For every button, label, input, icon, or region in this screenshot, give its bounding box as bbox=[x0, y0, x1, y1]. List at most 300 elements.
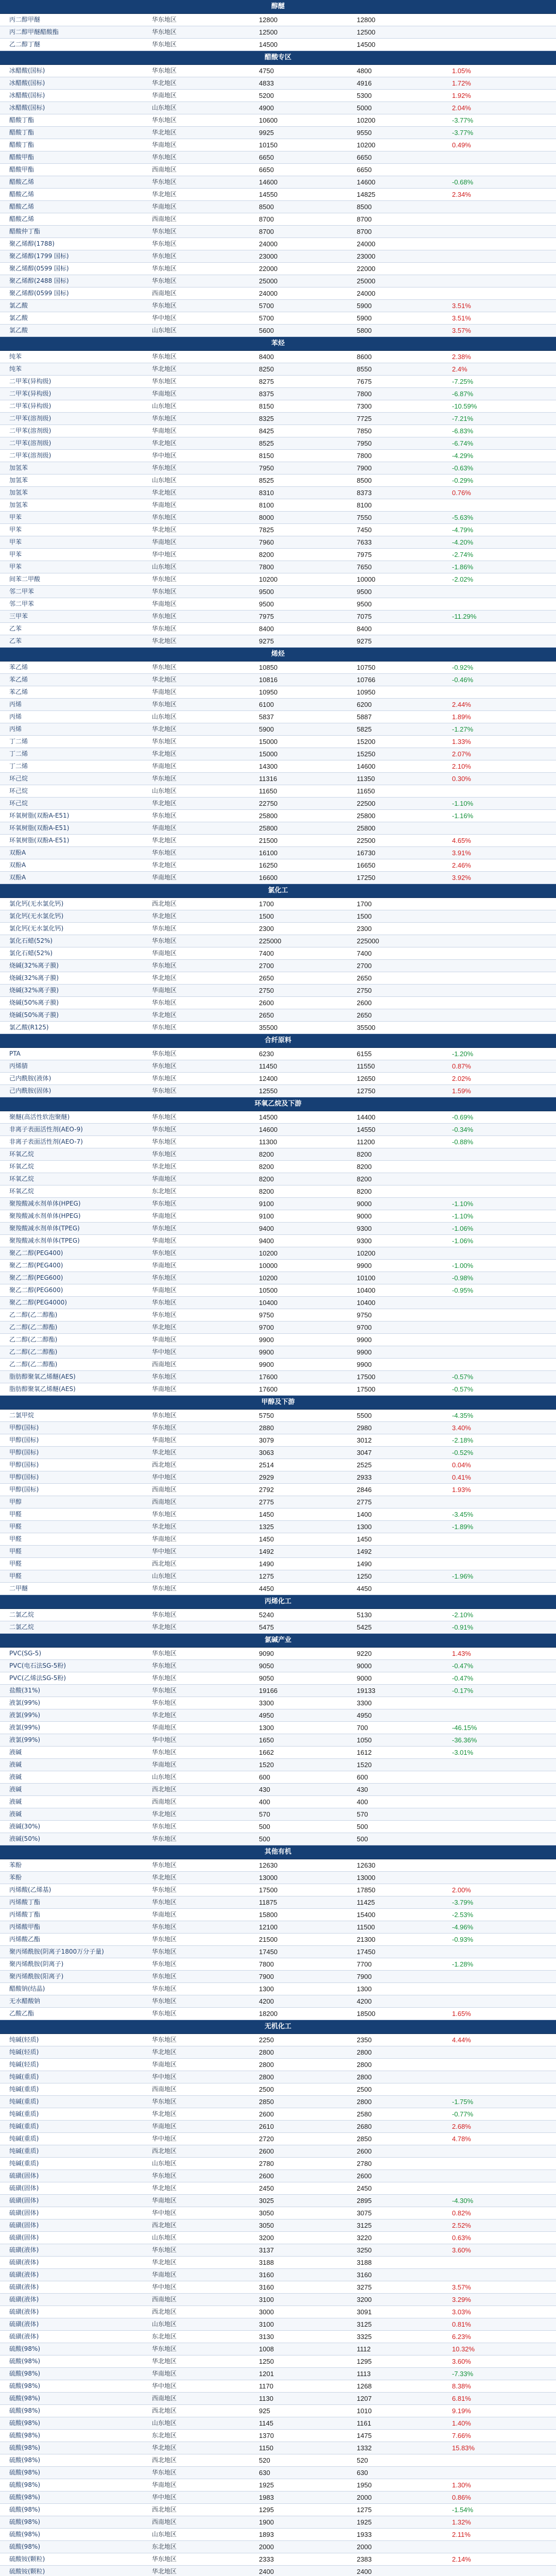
cell-chg bbox=[448, 26, 556, 38]
cell-chg bbox=[448, 1796, 556, 1808]
cell-v2: 10950 bbox=[357, 688, 376, 696]
table-row bbox=[0, 1048, 556, 1060]
cell-v2: 12650 bbox=[357, 1075, 376, 1082]
cell-chg bbox=[448, 623, 556, 635]
cell-region: 西南地区 bbox=[152, 2296, 177, 2303]
table-row bbox=[0, 2368, 556, 2380]
cell-chg: -1.75% bbox=[452, 2098, 474, 2106]
cell-v1: 2600 bbox=[259, 2172, 274, 2180]
cell-region: 华东地区 bbox=[152, 277, 177, 284]
cell-v1: 8200 bbox=[259, 1175, 274, 1183]
cell-v2: 6650 bbox=[357, 154, 372, 161]
cell-name: 纯碱(重质) bbox=[9, 2110, 39, 2117]
table-row bbox=[0, 1085, 556, 1097]
cell-chg bbox=[448, 960, 556, 972]
cell-v2: 1492 bbox=[357, 1548, 372, 1555]
table-row bbox=[0, 2244, 556, 2257]
cell-v1: 8400 bbox=[259, 625, 274, 633]
cell-v2: 1933 bbox=[357, 2531, 372, 2538]
cell-chg bbox=[448, 1297, 556, 1309]
cell-v2: 2980 bbox=[357, 1424, 372, 1432]
cell-v1: 16600 bbox=[259, 874, 278, 882]
cell-name: 硫酸(98%) bbox=[9, 2506, 41, 2513]
cell-v1: 12800 bbox=[259, 16, 278, 24]
cell-chg bbox=[448, 2566, 556, 2576]
cell-chg bbox=[448, 1859, 556, 1871]
cell-v1: 2780 bbox=[259, 2160, 274, 2167]
cell-v2: 14600 bbox=[357, 762, 376, 770]
cell-v2: 9550 bbox=[357, 129, 372, 137]
cell-name: 甲醇(国标) bbox=[9, 1449, 39, 1456]
cell-region: 华中地区 bbox=[152, 1348, 177, 1355]
cell-chg: 3.51% bbox=[452, 314, 471, 322]
table-row bbox=[0, 2083, 556, 2096]
cell-name: 丙烯腈 bbox=[9, 1062, 28, 1070]
cell-v2: 2383 bbox=[357, 2555, 372, 2563]
cell-v2: 14400 bbox=[357, 1113, 376, 1121]
cell-v1: 10500 bbox=[259, 1286, 278, 1294]
table-row bbox=[0, 2182, 556, 2195]
table-row bbox=[0, 1111, 556, 1124]
cell-v1: 8425 bbox=[259, 427, 274, 435]
cell-region: 华北地区 bbox=[152, 1449, 177, 1456]
cell-name: 液碱 bbox=[9, 1761, 22, 1768]
cell-v2: 2750 bbox=[357, 987, 372, 994]
cell-v2: 21300 bbox=[357, 1936, 376, 1943]
table-row bbox=[0, 1272, 556, 1284]
cell-v1: 925 bbox=[259, 2407, 270, 2415]
cell-name: 聚乙二醇(PEG4000) bbox=[9, 1299, 67, 1306]
cell-name: 纯碱(重质) bbox=[9, 2123, 39, 2130]
cell-region: 华东地区 bbox=[152, 240, 177, 247]
table-row bbox=[0, 201, 556, 213]
cell-v1: 11450 bbox=[259, 1062, 277, 1070]
cell-region: 华中地区 bbox=[152, 314, 177, 321]
table-row bbox=[0, 1621, 556, 1634]
cell-chg bbox=[448, 2059, 556, 2071]
cell-chg: -1.20% bbox=[452, 1050, 474, 1058]
cell-name: 丙烯酸乙酯 bbox=[9, 1936, 41, 1943]
cell-v2: 22000 bbox=[357, 265, 376, 273]
cell-chg: 1.89% bbox=[452, 713, 471, 721]
cell-chg bbox=[448, 250, 556, 262]
cell-region: 华北地区 bbox=[152, 526, 177, 533]
table-row bbox=[0, 835, 556, 847]
cell-v1: 3200 bbox=[259, 2234, 274, 2242]
table-row bbox=[0, 1533, 556, 1546]
cell-name: 聚乙二醇(PEG400) bbox=[9, 1249, 63, 1257]
table-row bbox=[0, 65, 556, 77]
cell-v1: 11650 bbox=[259, 787, 277, 795]
table-row bbox=[0, 524, 556, 536]
cell-chg: 2.38% bbox=[452, 353, 471, 361]
cell-region: 华东地区 bbox=[152, 178, 177, 185]
cell-region: 华南地区 bbox=[152, 203, 177, 210]
cell-chg bbox=[448, 1247, 556, 1259]
cell-region: 华北地区 bbox=[152, 365, 177, 372]
cell-v1: 13000 bbox=[259, 1874, 278, 1882]
cell-name: 丁二烯 bbox=[9, 750, 28, 757]
cell-chg bbox=[448, 1546, 556, 1557]
cell-chg bbox=[448, 1808, 556, 1820]
table-row bbox=[0, 1371, 556, 1383]
section-header: 苯烃 bbox=[0, 337, 556, 351]
table-row bbox=[0, 2158, 556, 2170]
cell-name: 聚乙二醇(PEG600) bbox=[9, 1274, 63, 1281]
cell-name: 非离子表面活性剂(AEO-7) bbox=[9, 1138, 83, 1145]
cell-v2: 2800 bbox=[357, 2061, 372, 2069]
cell-name: 醋酸丁酯 bbox=[9, 129, 34, 136]
cell-region: 华东地区 bbox=[152, 1823, 177, 1830]
cell-v1: 9925 bbox=[259, 129, 274, 137]
cell-v1: 3100 bbox=[259, 2296, 274, 2303]
cell-region: 华东地区 bbox=[152, 1050, 177, 1057]
table-row bbox=[0, 859, 556, 872]
table-row bbox=[0, 474, 556, 487]
cell-chg: 1.72% bbox=[452, 79, 471, 87]
cell-name: 丙烯 bbox=[9, 713, 22, 720]
cell-region: 华北地区 bbox=[152, 2358, 177, 2365]
section-header: 甲醇及下游 bbox=[0, 1396, 556, 1410]
cell-v2: 7800 bbox=[357, 390, 372, 398]
cell-chg: 0.86% bbox=[452, 2494, 471, 2501]
cell-v2: 2650 bbox=[357, 1011, 372, 1019]
cell-name: 环氧乙烷 bbox=[9, 1163, 34, 1170]
cell-v1: 10200 bbox=[259, 1249, 278, 1257]
cell-region: 华南地区 bbox=[152, 538, 177, 546]
cell-v1: 500 bbox=[259, 1823, 270, 1831]
cell-v1: 7975 bbox=[259, 613, 274, 620]
cell-v1: 570 bbox=[259, 1810, 270, 1818]
cell-chg bbox=[448, 213, 556, 225]
table-row bbox=[0, 114, 556, 127]
cell-v2: 600 bbox=[357, 1773, 368, 1781]
cell-v2: 225000 bbox=[357, 937, 379, 945]
cell-v1: 1450 bbox=[259, 1511, 274, 1518]
cell-v2: 1295 bbox=[357, 2358, 372, 2365]
cell-name: 二氯乙烷 bbox=[9, 1611, 34, 1618]
cell-name: 硫酸(98%) bbox=[9, 2543, 41, 2550]
table-row bbox=[0, 947, 556, 960]
cell-v1: 1201 bbox=[259, 2370, 274, 2378]
table-row bbox=[0, 1247, 556, 1260]
cell-chg: 3.03% bbox=[452, 2308, 471, 2316]
table-row bbox=[0, 2232, 556, 2244]
cell-name: 聚乙烯醇(2488 国标) bbox=[9, 277, 69, 284]
cell-v2: 5887 bbox=[357, 713, 372, 721]
cell-chg: -2.74% bbox=[452, 551, 474, 558]
cell-v1: 10000 bbox=[259, 1262, 278, 1269]
cell-region: 华东地区 bbox=[152, 302, 177, 309]
cell-region: 华东地区 bbox=[152, 265, 177, 272]
cell-chg: -0.68% bbox=[452, 178, 474, 186]
cell-region: 西南地区 bbox=[152, 166, 177, 173]
cell-v2: 5000 bbox=[357, 104, 372, 112]
cell-region: 华南地区 bbox=[152, 2481, 177, 2488]
table-row bbox=[0, 1609, 556, 1621]
cell-v2: 10766 bbox=[357, 676, 376, 684]
cell-name: 脂肪醇聚氧乙烯醚(AES) bbox=[9, 1373, 76, 1380]
cell-name: 二甲苯(异构级) bbox=[9, 390, 51, 397]
cell-v1: 2600 bbox=[259, 999, 274, 1007]
cell-chg bbox=[448, 1185, 556, 1197]
table-row bbox=[0, 437, 556, 450]
cell-region: 华东地区 bbox=[152, 625, 177, 632]
section-header: 烯烃 bbox=[0, 648, 556, 662]
cell-name: 脂肪醇聚氧乙烯醚(AES) bbox=[9, 1385, 76, 1393]
cell-v1: 2514 bbox=[259, 1461, 274, 1469]
cell-region: 华东地区 bbox=[152, 1075, 177, 1082]
cell-name: 液碱 bbox=[9, 1798, 22, 1805]
table-row bbox=[0, 985, 556, 997]
cell-v2: 400 bbox=[357, 1798, 368, 1806]
table-row bbox=[0, 2492, 556, 2504]
cell-chg bbox=[448, 1983, 556, 1995]
cell-v2: 9500 bbox=[357, 600, 372, 608]
cell-chg: 0.87% bbox=[452, 1062, 471, 1070]
cell-v1: 6650 bbox=[259, 166, 274, 174]
cell-chg bbox=[448, 287, 556, 299]
cell-name: 丙二醇甲醚 bbox=[9, 16, 41, 23]
cell-v1: 14550 bbox=[259, 191, 278, 198]
cell-v1: 12500 bbox=[259, 28, 278, 36]
table-row bbox=[0, 2294, 556, 2306]
table-row bbox=[0, 39, 556, 51]
cell-v2: 9700 bbox=[357, 1324, 372, 1331]
cell-v1: 520 bbox=[259, 2456, 270, 2464]
cell-name: 醋酸丁酯 bbox=[9, 116, 34, 124]
cell-region: 华南地区 bbox=[152, 2271, 177, 2278]
cell-v1: 9050 bbox=[259, 1662, 274, 1670]
table-row bbox=[0, 1447, 556, 1459]
cell-v1: 8200 bbox=[259, 1188, 274, 1195]
cell-region: 华东地区 bbox=[152, 1299, 177, 1306]
cell-name: 硫磺(液体) bbox=[9, 2333, 39, 2340]
cell-v2: 7950 bbox=[357, 439, 372, 447]
cell-name: 聚乙烯醇(1799 国标) bbox=[9, 252, 69, 260]
cell-region: 华南地区 bbox=[152, 1436, 177, 1444]
cell-name: 环氧乙烷 bbox=[9, 1175, 34, 1182]
cell-name: 苯酚 bbox=[9, 1861, 22, 1869]
cell-v1: 14600 bbox=[259, 178, 278, 186]
cell-name: 硫酸(98%) bbox=[9, 2469, 41, 2476]
cell-region: 华东地区 bbox=[152, 2469, 177, 2476]
cell-region: 华东地区 bbox=[152, 812, 177, 819]
cell-name: 聚羧酸减水剂单体(HPEG) bbox=[9, 1200, 81, 1207]
table-row bbox=[0, 1284, 556, 1297]
cell-v2: 500 bbox=[357, 1823, 368, 1831]
cell-region: 西南地区 bbox=[152, 2086, 177, 2093]
cell-name: 甲醇(国标) bbox=[9, 1424, 39, 1431]
cell-v2: 4200 bbox=[357, 1997, 372, 2005]
cell-name: 硫酸(98%) bbox=[9, 2395, 41, 2402]
table-row bbox=[0, 1198, 556, 1210]
cell-region: 华南地区 bbox=[152, 688, 177, 696]
cell-chg bbox=[448, 2454, 556, 2466]
cell-name: 硫磺(固体) bbox=[9, 2197, 39, 2204]
cell-chg: -3.77% bbox=[452, 116, 474, 124]
cell-region: 东北地区 bbox=[152, 2432, 177, 2439]
cell-name: 氯乙酸(R125) bbox=[9, 1024, 49, 1031]
table-row bbox=[0, 2393, 556, 2405]
cell-region: 华北地区 bbox=[152, 676, 177, 683]
cell-chg: -7.33% bbox=[452, 2370, 474, 2378]
cell-v1: 600 bbox=[259, 1773, 270, 1781]
cell-chg: -6.87% bbox=[452, 390, 474, 398]
cell-name: 丙二醇甲醚醋酸酯 bbox=[9, 28, 59, 36]
cell-region: 华北地区 bbox=[152, 1523, 177, 1530]
section-header: 醋酸专区 bbox=[0, 51, 556, 65]
table-row bbox=[0, 250, 556, 263]
cell-region: 华东地区 bbox=[152, 1225, 177, 1232]
table-row bbox=[0, 736, 556, 748]
cell-name: 双酚A bbox=[9, 874, 26, 881]
cell-v1: 8325 bbox=[259, 415, 274, 422]
cell-region: 西北地区 bbox=[152, 1560, 177, 1567]
cell-chg bbox=[448, 635, 556, 647]
cell-v2: 6650 bbox=[357, 166, 372, 174]
cell-v2: 10750 bbox=[357, 664, 376, 671]
cell-chg bbox=[448, 1334, 556, 1346]
cell-name: 乙二醇丁醚 bbox=[9, 41, 41, 48]
cell-v1: 1130 bbox=[259, 2395, 273, 2402]
cell-v1: 9100 bbox=[259, 1212, 274, 1220]
cell-region: 华东地区 bbox=[152, 1412, 177, 1419]
cell-v1: 2300 bbox=[259, 925, 274, 933]
cell-name: 液碱 bbox=[9, 1810, 22, 1818]
cell-region: 华东地区 bbox=[152, 514, 177, 521]
table-row bbox=[0, 1759, 556, 1771]
cell-v1: 3130 bbox=[259, 2333, 274, 2341]
cell-chg bbox=[448, 1709, 556, 1721]
cell-v2: 8500 bbox=[357, 477, 372, 484]
cell-v2: 3188 bbox=[357, 2259, 372, 2266]
cell-v2: 17450 bbox=[357, 1948, 376, 1956]
cell-v1: 225000 bbox=[259, 937, 282, 945]
cell-name: 冰醋酸(国标) bbox=[9, 79, 45, 87]
table-row bbox=[0, 388, 556, 400]
cell-name: 己内酰胺(液体) bbox=[9, 1075, 51, 1082]
cell-v2: 11650 bbox=[357, 787, 375, 795]
cell-name: 醋酸乙烯 bbox=[9, 215, 34, 223]
cell-v2: 10400 bbox=[357, 1299, 376, 1307]
cell-name: 环氧树脂(双酚A-E51) bbox=[9, 824, 70, 832]
cell-name: 邻二甲苯 bbox=[9, 600, 34, 607]
cell-v1: 1008 bbox=[259, 2345, 274, 2353]
cell-v2: 10400 bbox=[357, 1286, 376, 1294]
table-row bbox=[0, 1784, 556, 1796]
cell-v1: 17450 bbox=[259, 1948, 278, 1956]
cell-v1: 10600 bbox=[259, 116, 278, 124]
cell-region: 华南地区 bbox=[152, 2370, 177, 2377]
cell-v1: 2400 bbox=[259, 2568, 274, 2575]
cell-region: 华东地区 bbox=[152, 28, 177, 36]
cell-region: 山东地区 bbox=[152, 2320, 177, 2328]
table-row bbox=[0, 2454, 556, 2467]
cell-chg: -4.96% bbox=[452, 1923, 474, 1931]
table-row bbox=[0, 2071, 556, 2083]
cell-chg bbox=[448, 1583, 556, 1595]
cell-v1: 14500 bbox=[259, 41, 278, 48]
cell-chg: -4.35% bbox=[452, 1412, 474, 1419]
cell-name: 环己烷 bbox=[9, 787, 28, 794]
cell-chg: -0.77% bbox=[452, 2110, 474, 2118]
cell-name: 硫酸(98%) bbox=[9, 2444, 41, 2451]
cell-v2: 5800 bbox=[357, 327, 372, 334]
cell-v2: 2895 bbox=[357, 2197, 372, 2205]
cell-v2: 8200 bbox=[357, 1188, 372, 1195]
cell-chg bbox=[448, 2541, 556, 2553]
table-row bbox=[0, 2430, 556, 2442]
table-row bbox=[0, 151, 556, 164]
cell-v2: 7725 bbox=[357, 415, 372, 422]
cell-region: 华南地区 bbox=[152, 390, 177, 397]
cell-chg bbox=[448, 1533, 556, 1545]
cell-region: 华南地区 bbox=[152, 427, 177, 434]
cell-chg: -2.53% bbox=[452, 1911, 474, 1919]
table-row bbox=[0, 376, 556, 388]
cell-v2: 4916 bbox=[357, 79, 372, 87]
cell-v2: 8550 bbox=[357, 365, 372, 373]
cell-chg: -2.18% bbox=[452, 1436, 474, 1444]
cell-region: 华北地区 bbox=[152, 1324, 177, 1331]
cell-v2: 2400 bbox=[357, 2568, 372, 2575]
cell-chg: -1.54% bbox=[452, 2506, 474, 2514]
cell-chg: 3.91% bbox=[452, 849, 471, 857]
cell-v1: 1983 bbox=[259, 2494, 274, 2501]
cell-v2: 7900 bbox=[357, 1973, 372, 1980]
cell-name: 液氯(99%) bbox=[9, 1711, 41, 1719]
table-row bbox=[0, 573, 556, 586]
cell-region: 华东地区 bbox=[152, 1699, 177, 1706]
cell-name: 甲苯 bbox=[9, 563, 22, 570]
cell-v1: 8700 bbox=[259, 228, 274, 235]
cell-region: 西北地区 bbox=[152, 2308, 177, 2315]
cell-name: 醋酸甲酯 bbox=[9, 166, 34, 173]
cell-chg: 1.65% bbox=[452, 2010, 471, 2018]
cell-region: 华东地区 bbox=[152, 1662, 177, 1669]
cell-v2: 6200 bbox=[357, 701, 372, 708]
cell-region: 华北地区 bbox=[152, 2444, 177, 2451]
cell-chg: 3.40% bbox=[452, 1424, 471, 1432]
cell-v2: 1490 bbox=[357, 1560, 372, 1568]
cell-v2: 1475 bbox=[357, 2432, 372, 2439]
cell-v2: 8200 bbox=[357, 1175, 372, 1183]
cell-v2: 5500 bbox=[357, 1412, 372, 1419]
table-row bbox=[0, 1359, 556, 1371]
cell-v1: 9400 bbox=[259, 1225, 274, 1232]
cell-v2: 5900 bbox=[357, 314, 372, 322]
cell-region: 华南地区 bbox=[152, 824, 177, 832]
cell-chg: 6.81% bbox=[452, 2395, 471, 2402]
cell-v1: 1300 bbox=[259, 1985, 274, 1993]
cell-name: 甲醇(国标) bbox=[9, 1473, 39, 1481]
cell-region: 华东地区 bbox=[152, 1923, 177, 1930]
table-row bbox=[0, 213, 556, 226]
table-row bbox=[0, 635, 556, 648]
table-row bbox=[0, 1859, 556, 1872]
cell-chg bbox=[448, 2083, 556, 2095]
cell-region: 西南地区 bbox=[152, 2518, 177, 2526]
cell-chg: 2.34% bbox=[452, 191, 471, 198]
table-row bbox=[0, 1297, 556, 1309]
cell-v2: 3075 bbox=[357, 2209, 372, 2217]
cell-v2: 14550 bbox=[357, 1126, 376, 1133]
cell-region: 华东地区 bbox=[152, 2098, 177, 2105]
cell-v2: 2775 bbox=[357, 1498, 372, 1506]
cell-v1: 3050 bbox=[259, 2209, 274, 2217]
cell-chg: 6.23% bbox=[452, 2333, 471, 2341]
